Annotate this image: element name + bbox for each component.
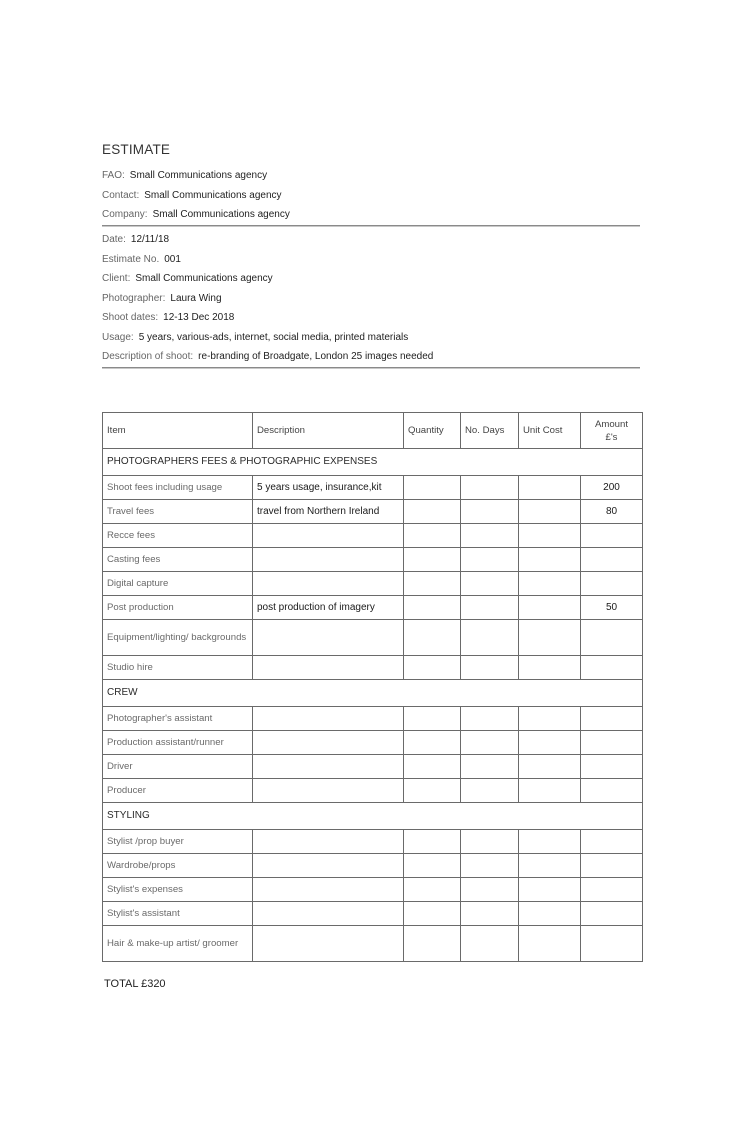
item-cell: Studio hire	[103, 656, 253, 680]
description-cell: post production of imagery	[253, 596, 404, 620]
col-amount-unit: £'s	[605, 431, 618, 443]
days-cell	[461, 707, 519, 731]
col-amount-label: Amount	[594, 418, 629, 430]
table-row	[103, 731, 643, 755]
fao-row	[102, 166, 640, 186]
total-amount: TOTAL £320	[104, 978, 166, 990]
shoot-dates-label: Shoot dates:	[102, 312, 159, 323]
amount-cell	[581, 830, 643, 854]
amount-cell	[581, 656, 643, 680]
days-cell	[461, 548, 519, 572]
unit-cost-cell	[519, 755, 581, 779]
quantity-cell	[404, 707, 461, 731]
table-row	[103, 854, 643, 878]
quantity-cell	[404, 731, 461, 755]
days-cell	[461, 596, 519, 620]
days-cell	[461, 830, 519, 854]
unit-cost-cell	[519, 878, 581, 902]
table-body	[103, 413, 643, 962]
section-title: CREW	[103, 680, 643, 707]
days-cell	[461, 755, 519, 779]
amount-cell	[581, 524, 643, 548]
item-cell: Photographer's assistant	[103, 707, 253, 731]
unit-cost-cell	[519, 830, 581, 854]
details-divider	[102, 367, 640, 369]
unit-cost-cell	[519, 524, 581, 548]
unit-cost-cell	[519, 656, 581, 680]
quantity-cell	[404, 500, 461, 524]
company-row	[102, 205, 640, 225]
description-value: re-branding of Broadgate, London 25 images needed	[198, 351, 434, 362]
amount-cell: 80	[581, 500, 643, 524]
item-cell: Producer	[103, 779, 253, 803]
description-cell	[253, 779, 404, 803]
days-cell	[461, 524, 519, 548]
table-header-row	[103, 413, 643, 449]
table-row	[103, 926, 643, 962]
description-cell: travel from Northern Ireland	[253, 500, 404, 524]
days-cell	[461, 731, 519, 755]
client-label: Client:	[102, 273, 131, 284]
amount-cell	[581, 572, 643, 596]
quantity-cell	[404, 878, 461, 902]
table-row	[103, 500, 643, 524]
section-title-row	[103, 449, 643, 476]
unit-cost-cell	[519, 548, 581, 572]
item-cell: Stylist /prop buyer	[103, 830, 253, 854]
section-title-row	[103, 680, 643, 707]
description-cell	[253, 830, 404, 854]
amount-cell	[581, 926, 643, 962]
details-block	[102, 230, 640, 367]
col-amount	[581, 413, 643, 449]
description-cell	[253, 656, 404, 680]
header-divider	[102, 225, 640, 227]
table-row	[103, 656, 643, 680]
unit-cost-cell	[519, 731, 581, 755]
usage-value: 5 years, various-ads, internet, social media, printed materials	[138, 331, 409, 343]
quantity-cell	[404, 572, 461, 596]
amount-cell: 200	[581, 476, 643, 500]
col-item: Item	[103, 413, 253, 449]
days-cell	[461, 926, 519, 962]
item-cell: Hair & make-up artist/ groomer	[103, 926, 253, 962]
days-cell	[461, 656, 519, 680]
description-row	[102, 347, 640, 367]
unit-cost-cell	[519, 926, 581, 962]
quantity-cell	[404, 620, 461, 656]
days-cell	[461, 902, 519, 926]
date-row	[102, 230, 640, 250]
unit-cost-cell	[519, 902, 581, 926]
description-label: Description of shoot:	[102, 351, 194, 362]
unit-cost-cell	[519, 620, 581, 656]
col-unit-cost: Unit Cost	[519, 413, 581, 449]
item-cell: Stylist's assistant	[103, 902, 253, 926]
days-cell	[461, 620, 519, 656]
estimate-no-value: 001	[164, 253, 181, 265]
item-cell: Driver	[103, 755, 253, 779]
item-cell: Recce fees	[103, 524, 253, 548]
section-title: STYLING	[103, 803, 643, 830]
table-row	[103, 572, 643, 596]
contact-value: Small Communications agency	[144, 189, 282, 201]
days-cell	[461, 878, 519, 902]
table-row	[103, 878, 643, 902]
description-cell	[253, 707, 404, 731]
document-title: ESTIMATE	[102, 142, 171, 157]
table-row	[103, 596, 643, 620]
amount-cell	[581, 707, 643, 731]
photographer-value: Laura Wing	[170, 292, 222, 304]
amount-cell	[581, 548, 643, 572]
section-title-row	[103, 803, 643, 830]
unit-cost-cell	[519, 854, 581, 878]
unit-cost-cell	[519, 779, 581, 803]
amount-cell: 50	[581, 596, 643, 620]
photographer-row	[102, 289, 640, 309]
client-row	[102, 269, 640, 289]
table-row	[103, 779, 643, 803]
quantity-cell	[404, 596, 461, 620]
fao-label: FAO:	[102, 170, 125, 181]
description-cell	[253, 878, 404, 902]
table-row	[103, 476, 643, 500]
quantity-cell	[404, 830, 461, 854]
description-cell	[253, 620, 404, 656]
date-value: 12/11/18	[130, 234, 170, 245]
item-cell: Production assistant/runner	[103, 731, 253, 755]
contact-row	[102, 186, 640, 206]
days-cell	[461, 500, 519, 524]
days-cell	[461, 854, 519, 878]
company-value: Small Communications agency	[152, 209, 290, 220]
amount-cell	[581, 620, 643, 656]
table-row	[103, 755, 643, 779]
item-cell: Travel fees	[103, 500, 253, 524]
client-value: Small Communications agency	[135, 273, 273, 284]
table-row	[103, 707, 643, 731]
description-cell	[253, 731, 404, 755]
unit-cost-cell	[519, 596, 581, 620]
item-cell: Digital capture	[103, 572, 253, 596]
item-cell: Stylist's expenses	[103, 878, 253, 902]
item-cell: Equipment/lighting/ backgrounds	[103, 620, 253, 656]
amount-cell	[581, 731, 643, 755]
description-cell	[253, 572, 404, 596]
photographer-label: Photographer:	[102, 292, 166, 304]
days-cell	[461, 779, 519, 803]
quantity-cell	[404, 854, 461, 878]
amount-cell	[581, 854, 643, 878]
usage-row	[102, 328, 640, 348]
company-label: Company:	[102, 209, 148, 220]
table-row	[103, 620, 643, 656]
quantity-cell	[404, 656, 461, 680]
unit-cost-cell	[519, 572, 581, 596]
section-title: PHOTOGRAPHERS FEES & PHOTOGRAPHIC EXPENSES	[103, 449, 643, 476]
item-cell: Casting fees	[103, 548, 253, 572]
table-row	[103, 830, 643, 854]
amount-cell	[581, 755, 643, 779]
description-cell	[253, 926, 404, 962]
shoot-dates-row	[102, 308, 640, 328]
quantity-cell	[404, 476, 461, 500]
amount-cell	[581, 902, 643, 926]
table-row	[103, 902, 643, 926]
quantity-cell	[404, 902, 461, 926]
description-cell	[253, 854, 404, 878]
days-cell	[461, 572, 519, 596]
estimate-no-row	[102, 250, 640, 270]
usage-label: Usage:	[102, 331, 134, 343]
description-cell: 5 years usage, insurance,kit	[253, 476, 404, 500]
description-cell	[253, 902, 404, 926]
table-row	[103, 524, 643, 548]
estimate-table	[102, 412, 643, 962]
description-cell	[253, 524, 404, 548]
quantity-cell	[404, 548, 461, 572]
table-row	[103, 548, 643, 572]
unit-cost-cell	[519, 707, 581, 731]
amount-cell	[581, 779, 643, 803]
days-cell	[461, 476, 519, 500]
quantity-cell	[404, 926, 461, 962]
quantity-cell	[404, 524, 461, 548]
item-cell: Wardrobe/props	[103, 854, 253, 878]
quantity-cell	[404, 779, 461, 803]
col-no-days: No. Days	[461, 413, 519, 449]
unit-cost-cell	[519, 500, 581, 524]
unit-cost-cell	[519, 476, 581, 500]
description-cell	[253, 755, 404, 779]
quantity-cell	[404, 755, 461, 779]
fao-value: Small Communications agency	[129, 170, 268, 181]
col-quantity: Quantity	[404, 413, 461, 449]
header-block	[102, 166, 640, 225]
item-cell: Post production	[103, 596, 253, 620]
item-cell: Shoot fees including usage	[103, 476, 253, 500]
shoot-dates-value: 12-13 Dec 2018	[163, 312, 235, 323]
description-cell	[253, 548, 404, 572]
col-description: Description	[253, 413, 404, 449]
amount-cell	[581, 878, 643, 902]
date-label: Date:	[102, 234, 126, 245]
contact-label: Contact:	[102, 189, 140, 201]
estimate-no-label: Estimate No.	[102, 253, 160, 265]
